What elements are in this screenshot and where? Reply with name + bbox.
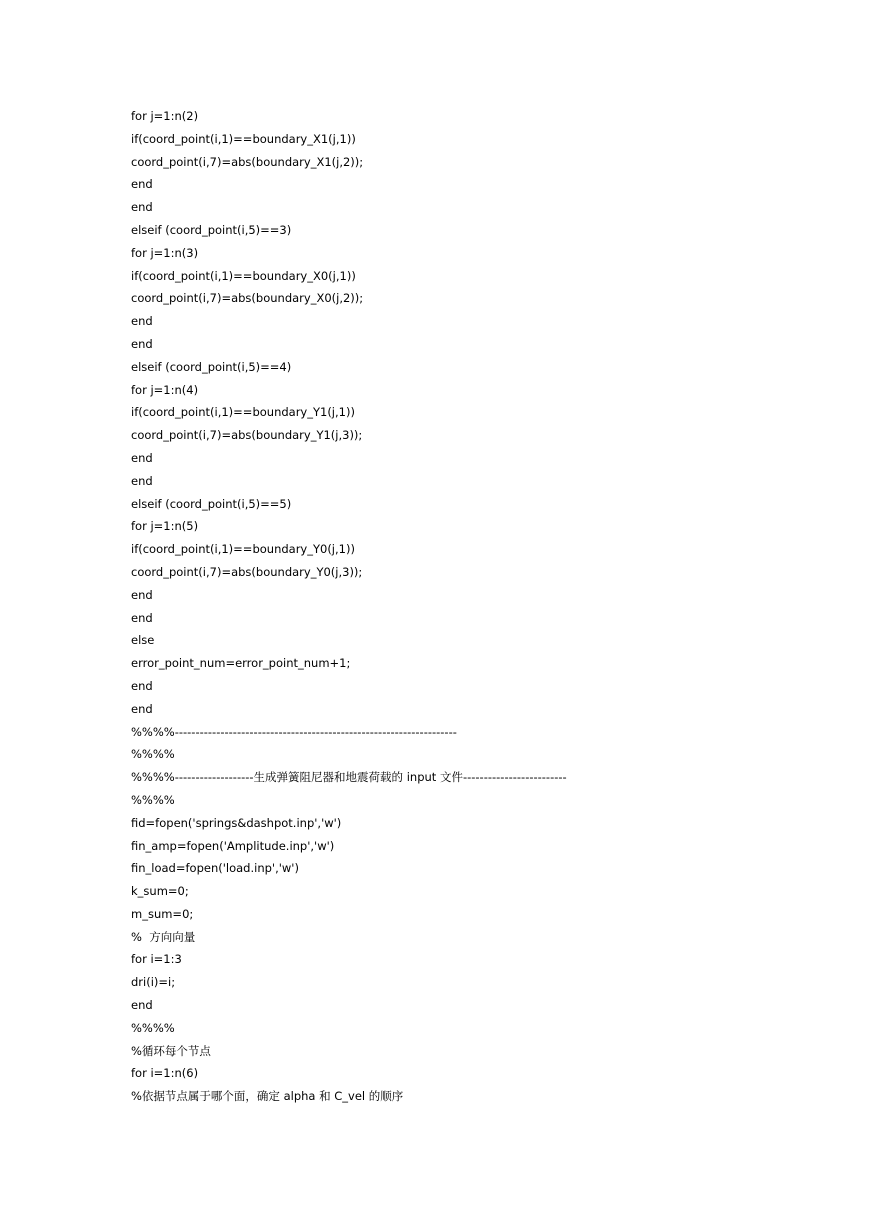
code-line: end <box>131 610 153 625</box>
code-line: fin_amp=fopen('Amplitude.inp','w') <box>131 838 335 853</box>
code-line: for j=1:n(3) <box>131 245 199 260</box>
code-line: end <box>131 678 153 693</box>
code-line: coord_point(i,7)=abs(boundary_Y1(j,3)); <box>131 428 363 443</box>
code-line: for j=1:n(4) <box>131 382 199 397</box>
code-line: if(coord_point(i,1)==boundary_Y0(j,1)) <box>131 542 355 557</box>
code-line: for i=1:n(6) <box>131 1066 199 1081</box>
code-line: %%%% <box>131 792 175 807</box>
code-line: else <box>131 633 155 648</box>
code-line: end <box>131 200 153 215</box>
code-line: fin_load=fopen('load.inp','w') <box>131 861 299 876</box>
code-line: dri(i)=i; <box>131 975 176 990</box>
code-line: k_sum=0; <box>131 884 189 899</box>
code-line: end <box>131 336 153 351</box>
code-line: end <box>131 998 153 1013</box>
code-line: m_sum=0; <box>131 906 194 921</box>
code-line: end <box>131 314 153 329</box>
code-line: end <box>131 177 153 192</box>
code-line: for i=1:3 <box>131 952 182 967</box>
code-line: if(coord_point(i,1)==boundary_X0(j,1)) <box>131 268 356 283</box>
code-line: %依据节点属于哪个面，确定 alpha 和 C_vel 的顺序 <box>131 1089 404 1104</box>
code-line: elseif (coord_point(i,5)==5) <box>131 496 292 511</box>
code-line: coord_point(i,7)=abs(boundary_Y0(j,3)); <box>131 564 363 579</box>
code-line: for j=1:n(2) <box>131 109 199 123</box>
code-listing <box>131 105 567 1108</box>
code-line: coord_point(i,7)=abs(boundary_X0(j,2)); <box>131 291 364 306</box>
code-line: end <box>131 473 153 488</box>
code-line: elseif (coord_point(i,5)==4) <box>131 359 292 374</box>
code-line: %%%% <box>131 747 175 762</box>
code-line: coord_point(i,7)=abs(boundary_X1(j,2)); <box>131 154 364 169</box>
code-line: for j=1:n(5) <box>131 519 199 534</box>
code-line: end <box>131 701 153 716</box>
code-line: % 方向向量 <box>131 929 196 944</box>
code-line: %循环每个节点 <box>131 1043 211 1058</box>
code-line: %%%%-------------------生成弹簧阻尼器和地震荷载的 input 文件------------------------- <box>131 770 567 785</box>
code-line: %%%% <box>131 1020 175 1035</box>
code-line: if(coord_point(i,1)==boundary_X1(j,1)) <box>131 131 356 146</box>
code-line: error_point_num=error_point_num+1; <box>131 656 351 671</box>
code-line: end <box>131 587 153 602</box>
code-line: %%%%-------------------------------------------------------------------- <box>131 724 457 739</box>
code-line: fid=fopen('springs&dashpot.inp','w') <box>131 815 342 830</box>
code-line: elseif (coord_point(i,5)==3) <box>131 222 292 237</box>
code-line: end <box>131 450 153 465</box>
code-line: if(coord_point(i,1)==boundary_Y1(j,1)) <box>131 405 355 420</box>
